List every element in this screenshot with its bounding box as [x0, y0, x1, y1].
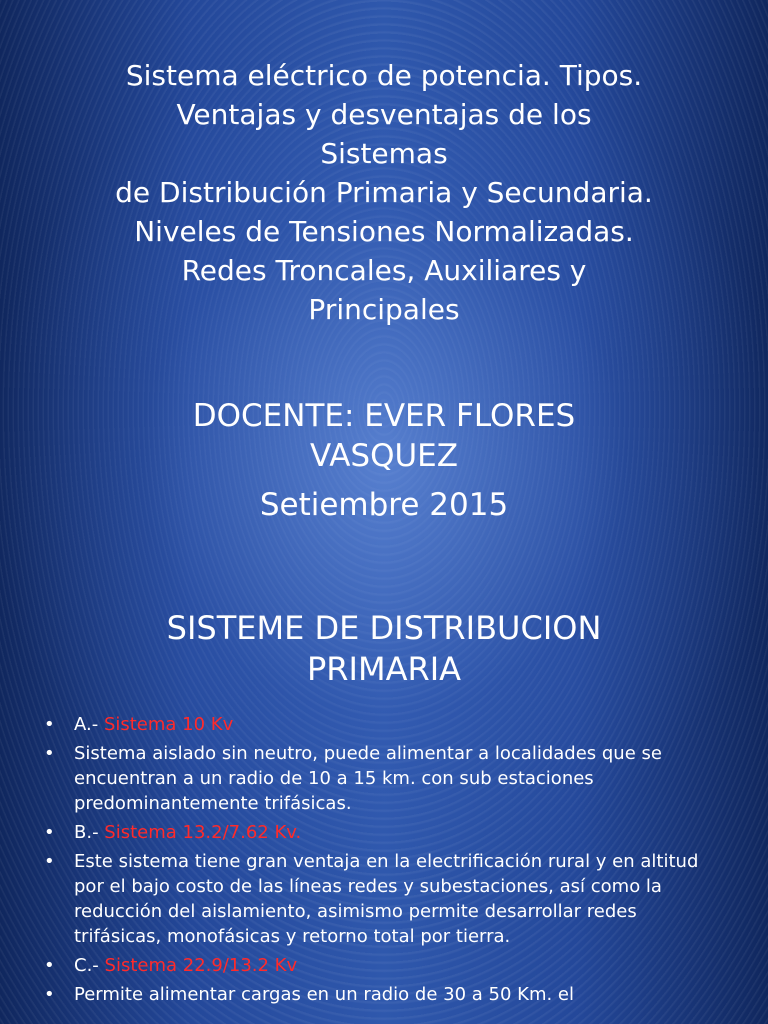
bullet-text: Permite alimentar cargas en un radio de 30 a 50 Km. el: [74, 984, 575, 1005]
bullet-dot-icon: •: [44, 955, 55, 976]
system-voltage-label: Sistema 13.2/7.62 Kv.: [104, 822, 302, 843]
bullet-item: [0, 953, 768, 978]
docente-line: VASQUEZ: [309, 438, 459, 474]
title-line: Redes Troncales, Auxiliares y: [181, 254, 587, 287]
section-title-line: PRIMARIA: [306, 650, 462, 688]
bullet-prefix: C.-: [74, 955, 105, 976]
title-line: de Distribución Primaria y Secundaria.: [115, 176, 653, 209]
bullet-list: [0, 712, 768, 1011]
bullet-item: [0, 712, 768, 737]
section-title-line: SISTEME DE DISTRIBUCION: [166, 609, 602, 647]
docente-line: DOCENTE: EVER FLORES: [192, 398, 576, 434]
slide-title: [40, 56, 728, 329]
bullet-item: [0, 849, 768, 949]
title-line: Principales: [308, 293, 460, 326]
bullet-item: [0, 741, 768, 816]
bullet-dot-icon: •: [44, 714, 55, 735]
bullet-dot-icon: •: [44, 743, 55, 764]
section-title: [40, 608, 728, 690]
docente-name: [60, 396, 708, 476]
bullet-item: [0, 982, 768, 1007]
bullet-text: Este sistema tiene gran ventaja en la electrificación rural y en altitud por el bajo costo de las líneas redes y subestaciones, así como la reducción del aislamiento, asimismo permite desarrollar redes trifásicas, monofásicas y retorno total por tierra.: [74, 851, 699, 947]
bullet-dot-icon: •: [44, 851, 55, 872]
title-line: Niveles de Tensiones Normalizadas.: [134, 215, 634, 248]
bullet-dot-icon: •: [44, 984, 55, 1005]
system-voltage-label: Sistema 10 Kv: [103, 714, 234, 735]
bullet-prefix: A.-: [74, 714, 104, 735]
presentation-date: Setiembre 2015: [259, 487, 509, 523]
title-line: Sistemas: [320, 137, 448, 170]
bullet-dot-icon: •: [44, 822, 55, 843]
title-line: Sistema eléctrico de potencia. Tipos.: [125, 59, 643, 92]
content-slide: [0, 560, 768, 1024]
bullet-text: Sistema aislado sin neutro, puede alimentar a localidades que se encuentran a un radio de 10 a 15 km. con sub estaciones predominantemente trifásicas.: [74, 743, 662, 814]
bullet-item: [0, 820, 768, 845]
title-line: Ventajas y desventajas de los: [176, 98, 592, 131]
bullet-prefix: B.-: [74, 822, 105, 843]
system-voltage-label: Sistema 22.9/13.2 Kv: [104, 955, 298, 976]
